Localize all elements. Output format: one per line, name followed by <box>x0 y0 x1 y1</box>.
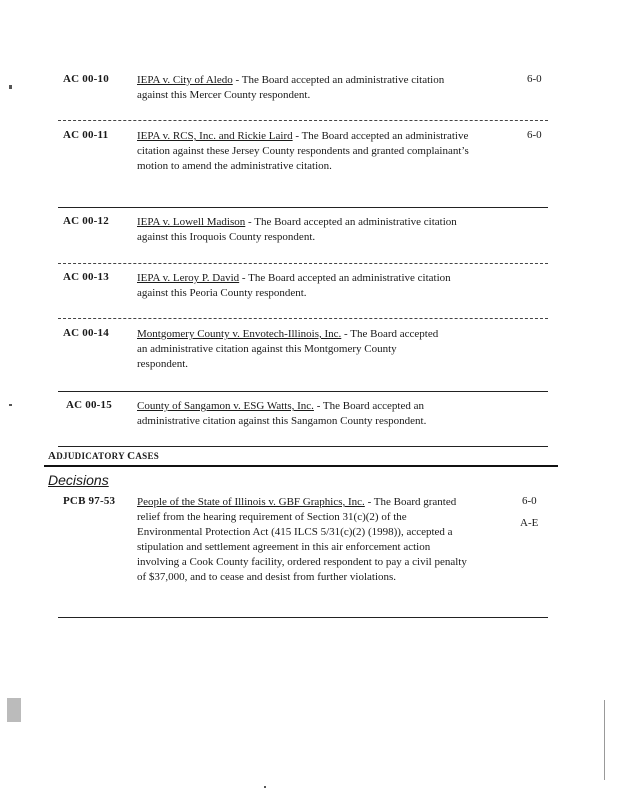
case-title: IEPA v. City of Aledo <box>137 74 233 86</box>
case-title: Montgomery County v. Envotech-Illinois, Inc. <box>137 328 342 340</box>
case-number: AC 00-15 <box>66 399 112 411</box>
entry-divider <box>58 263 548 264</box>
vote-count: 6-0 <box>527 129 542 141</box>
scan-mark <box>7 698 21 722</box>
scan-mark <box>604 700 605 780</box>
case-description <box>137 73 457 103</box>
case-summary: - The Board accepted an administrative citation against this Peoria County respondent. <box>137 272 451 299</box>
case-number: AC 00-12 <box>63 215 109 227</box>
entry-divider <box>58 617 548 618</box>
entry-divider <box>58 120 548 121</box>
case-description <box>137 327 442 372</box>
scan-mark <box>9 85 12 89</box>
section-heading: ADJUDICATORY CASES <box>48 450 160 462</box>
vote-count: 6-0 <box>522 495 537 507</box>
case-summary: - The Board granted relief from the hearing requirement of Section 31(c)(2) of the Environmental Protection Act (415 ILCS 5/31(c)(2) (1998)), accepted a stipulation and settlement agreement in this air enforcement action involving a Cook County facility, ordered respondent to pay a civil penalty of $37,000, and to cease and desist from further violations. <box>137 496 467 583</box>
case-summary: - The Board accepted an administrative citation against this Sangamon County respondent. <box>137 400 427 427</box>
case-description <box>137 129 477 174</box>
case-title: People of the State of Illinois v. GBF Graphics, Inc. <box>137 496 365 508</box>
case-summary: - The Board accepted an administrative citation against these Jersey County respondents and granted complainant’s motion to amend the administrative citation. <box>137 130 469 172</box>
entry-divider <box>58 318 548 319</box>
case-description <box>137 215 462 245</box>
case-number: AC 00-14 <box>63 327 109 339</box>
case-title: County of Sangamon v. ESG Watts, Inc. <box>137 400 314 412</box>
scan-mark <box>9 404 12 406</box>
section-divider <box>44 465 558 467</box>
subsection-heading: Decisions <box>48 472 109 488</box>
case-title: IEPA v. Leroy P. David <box>137 272 240 284</box>
case-description <box>137 271 457 301</box>
case-title: IEPA v. RCS, Inc. and Rickie Laird <box>137 130 293 142</box>
case-number: AC 00-10 <box>63 73 109 85</box>
case-number: AC 00-13 <box>63 271 109 283</box>
case-summary: - The Board accepted an administrative citation against this Montgomery County respondent. <box>137 328 439 370</box>
entry-divider <box>58 207 548 208</box>
vote-count: 6-0 <box>527 73 542 85</box>
case-description <box>137 399 472 429</box>
case-number: PCB 97-53 <box>63 495 116 507</box>
case-number: AC 00-11 <box>63 129 109 141</box>
case-title: IEPA v. Lowell Madison <box>137 216 246 228</box>
case-summary: - The Board accepted an administrative citation against this Iroquois County respondent. <box>137 216 457 243</box>
case-summary: - The Board accepted an administrative citation against this Mercer County respondent. <box>137 74 445 101</box>
scan-mark <box>264 786 266 788</box>
case-description <box>137 495 467 585</box>
entry-divider <box>58 446 548 447</box>
entry-divider <box>58 391 548 392</box>
vote-note: A-E <box>520 517 539 529</box>
